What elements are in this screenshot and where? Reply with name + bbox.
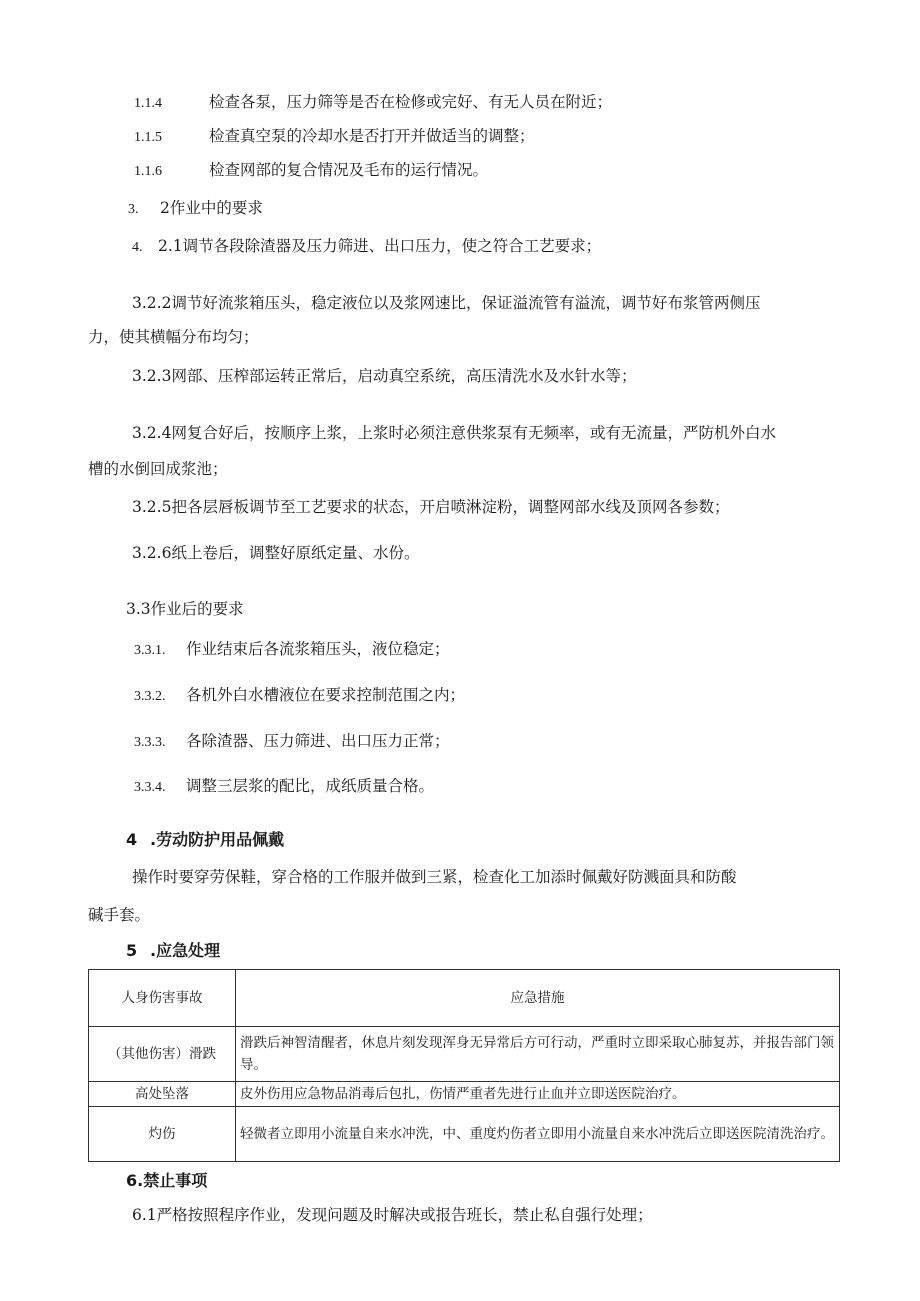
emergency-table [88,969,840,1162]
item-text: 检查各泵，压力筛等是否在检修或完好、有无人员在附近； [209,93,613,111]
item-text: 各除渣器、压力筛进、出口压力正常； [186,732,450,750]
item-3-2-2-line1: 3.2.2调节好流浆箱压头，稳定液位以及浆网速比，保证溢流管有溢流，调节好布浆管两侧压 [132,294,761,312]
item-number: 3.3.4. [134,780,166,795]
item-number: 1.1.5 [134,130,162,145]
item-1-1-5 [134,126,535,148]
section-4-line2: 碱手套。 [88,906,151,924]
item-number: 3.3.3. [134,735,166,750]
item-3-3-3 [134,731,450,753]
table-row [89,1027,840,1082]
item-text: 检查真空泵的冷却水是否打开并做适当的调整； [209,127,535,145]
item-1-1-4 [134,92,612,114]
item-3-2-1 [132,236,601,258]
item-3-2-6: 3.2.6纸上卷后，调整好原纸定量、水份。 [132,544,420,562]
item-number: 1.1.6 [134,164,162,179]
section-6-heading: 6.禁止事项 [126,1171,208,1190]
section-title: .应急处理 [150,941,221,960]
header-injury: 人身伤害事故 [89,970,236,1027]
section-3-2-heading [128,198,263,220]
section-title: .劳动防护用品佩戴 [150,830,285,849]
table-row [89,1107,840,1162]
section-4-line1: 操作时要穿劳保鞋，穿合格的工作服并做到三紧，检查化工加添时佩戴好防溅面具和防酸 [132,868,737,886]
item-text: 各机外白水槽液位在要求控制范围之内； [186,686,466,704]
item-3-2-2-line2: 力，使其横幅分布均匀； [88,328,259,346]
item-3-2-5: 3.2.5把各层唇板调节至工艺要求的状态，开启喷淋淀粉，调整网部水线及顶网各参数； [132,498,730,516]
item-3-3-4 [134,776,434,798]
item-3-3-2 [134,685,465,707]
item-3-2-4-line2: 槽的水倒回成浆池； [88,460,228,478]
item-number: 3.3.1. [134,643,166,658]
section-3-3-heading: 3.3作业后的要求 [126,600,244,618]
item-number: 3.3.2. [134,689,166,704]
item-1-1-6 [134,160,488,182]
injury-cell: 高处坠落 [89,1082,236,1107]
injury-cell: （其他伤害）滑跌 [89,1027,236,1082]
section-title: 2作业中的要求 [160,199,263,217]
item-3-3-1 [134,639,450,661]
table-row [89,1082,840,1107]
item-3-2-4-line1: 3.2.4网复合好后，按顺序上浆，上浆时必须注意供浆泵有无频率，或有无流量，严防机外白水 [132,424,776,442]
measure-cell: 滑跌后神智清醒者，休息片刻发现浑身无异常后方可行动，严重时立即采取心肺复苏，并报告部门领导。 [236,1027,840,1082]
table-header-row [89,970,840,1027]
section-number: 5 [126,941,138,960]
section-5-heading [126,941,220,961]
item-3-2-3: 3.2.3网部、压榨部运转正常后，启动真空系统，高压清洗水及水针水等； [132,367,637,385]
item-number: 1.1.4 [134,96,162,111]
item-text: 调整三层浆的配比，成纸质量合格。 [186,777,435,795]
section-4-heading [126,830,284,850]
injury-cell: 灼伤 [89,1107,236,1162]
item-number: 4. [132,240,143,255]
measure-cell: 皮外伤用应急物品消毒后包扎，伤情严重者先进行止血并立即送医院治疗。 [236,1082,840,1107]
section-number: 3. [128,202,139,217]
item-6-1: 6.1严格按照程序作业，发现问题及时解决或报告班长，禁止私自强行处理； [132,1206,653,1224]
item-text: 2.1调节各段除渣器及压力筛进、出口压力，使之符合工艺要求； [158,237,602,255]
item-text: 检查网部的复合情况及毛布的运行情况。 [209,161,489,179]
section-number: 4 [126,830,138,849]
item-text: 作业结束后各流浆箱压头，液位稳定； [186,640,450,658]
header-measure: 应急措施 [236,970,840,1027]
measure-cell: 轻微者立即用小流量自来水冲洗，中、重度灼伤者立即用小流量自来水冲洗后立即送医院清洗治疗。 [236,1107,840,1162]
